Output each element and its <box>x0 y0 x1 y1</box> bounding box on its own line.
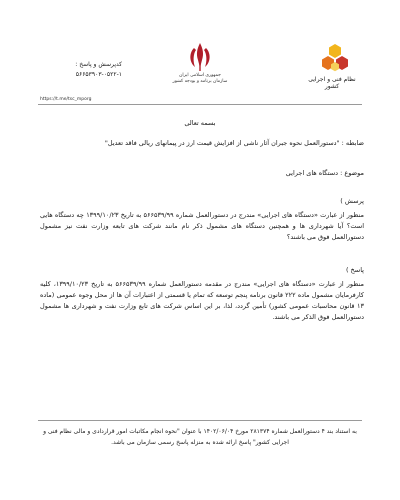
telegram-url: https://t.me/tsc_mporg <box>40 97 92 102</box>
tracking-label: کدپرسش و پاسخ : <box>75 61 122 68</box>
subject-line: ضابطه : "دستورالعمل نحوه جبران آثار ناشی از افزایش قیمت ارز در پیمانهای ریالی فاقد تعدیل" <box>104 139 364 147</box>
answer-heading: پاسخ ) <box>345 266 364 274</box>
organization-center-line-2: سازمان برنامه و بودجه کشور <box>172 79 228 84</box>
tracking-block <box>42 60 122 80</box>
question-text: منظور از عبارت «دستگاه های اجرایی» مندرج در دستورالعمل شماره ۵۶۶۵۳۹/۹۹ به تاریخ ۱۳۹۹/۱۰/۲۳ چه دستگاه هایی است؟ آیا شهرداری ها و همچنین دستگاه های مشمول ذکر نام مانند شرکت های تابعه وزارت نفت نیز مشمول دستورالعمل فوق می باشند؟ <box>40 211 364 241</box>
header-divider <box>38 104 362 105</box>
topic-line: موضوع : دستگاه های اجرایی <box>285 169 364 177</box>
bismillah-heading: بسمه تعالی <box>184 119 216 127</box>
answer-text: منظور از عبارت «دستگاه های اجرایی» مندرج در مقدمه دستورالعمل شماره ۵۶۶۵۳۹/۹۹ به تاریخ ۱۳۹۹/۱۰/۲۳، کلیه کارفرمایان مشمول ماده ۲۲۲ قانون برنامه پنجم توسعه که تمام یا قسمتی از اعتبارات آن ها از محل وجوه عمومی (ماده ۱۳ قانون محاسبات عمومی کشور) تأمین گردد، لذا، بر این اساس شرکت های تابع وزارت نفت و شهرداری ها مشمول دستورالعمل فوق الذکر می باشند. <box>40 280 365 321</box>
hexagon-cluster-logo-icon <box>318 42 352 76</box>
organization-name-right: نظام فنی و اجرایی کشور <box>308 76 356 90</box>
tracking-code: ۵۶۶۵۳۹۰۳-۰۵۲۲-۱ <box>75 71 122 78</box>
organization-center-line-1: جمهوری اسلامی ایران <box>179 73 221 78</box>
iran-emblem-icon <box>185 40 215 74</box>
footer-divider <box>38 420 362 421</box>
organization-name-center <box>165 73 235 85</box>
footer-note: به استناد بند ۴ دستورالعمل شماره ۲۸۱۳۷۴ مورخ ۱۴۰۲/۰۶/۰۴ با عنوان "نحوه انجام مکاتبات امور قراردادی و مالی نظام فنی و اجرایی کشور" پاسخ ارائه شده به منزله پاسخ رسمی سازمان می باشد. <box>43 428 357 446</box>
question-heading: پرسش ) <box>340 197 364 205</box>
